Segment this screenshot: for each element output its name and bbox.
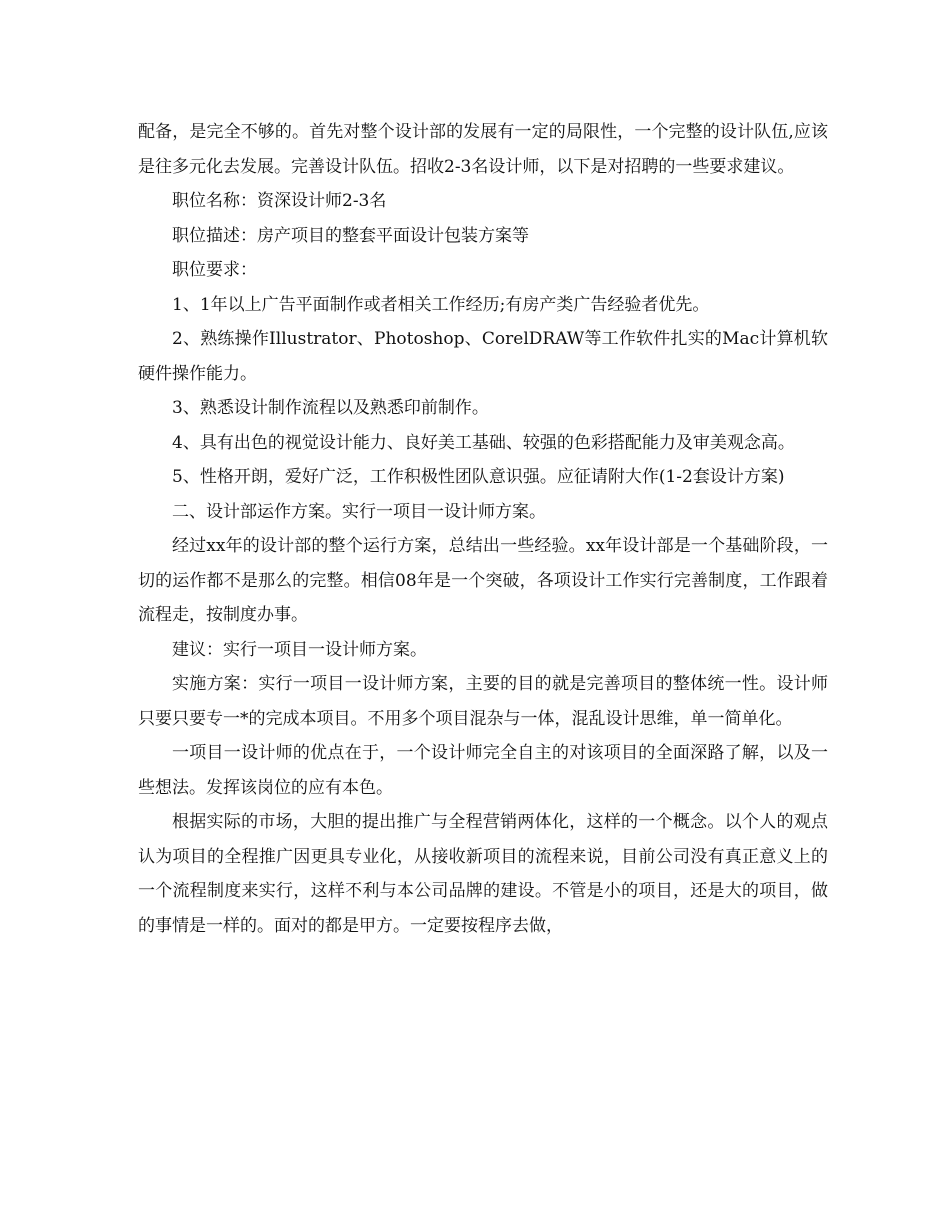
document-body — [138, 115, 828, 943]
paragraph-market: 根据实际的市场，大胆的提出推广与全程营销两体化，这样的一个概念。以个人的观点认为项目的全程推广因更具专业化，从接收新项目的流程来说，目前公司没有真正意义上的一个流程制度来实行，这样不利与本公司品牌的建设。不管是小的项目，还是大的项目，做的事情是一样的。面对的都是甲方。一定要按程序去做， — [138, 812, 828, 936]
requirement-item-1: 1、1年以上广告平面制作或者相关工作经历;有房产类广告经验者优先。 — [172, 294, 710, 315]
paragraph-experience: 经过xx年的设计部的整个运行方案，总结出一些经验。xx年设计部是一个基础阶段，一切的运作都不是那么的完整。相信08年是一个突破，各项设计工作实行完善制度，工作跟着流程走，按制度办事。 — [138, 536, 828, 625]
paragraph-job-title: 职位名称：资深设计师2-3名 — [172, 191, 387, 211]
requirement-item-2: 2、熟练操作Illustrator、Photoshop、CorelDRAW等工作软件扎实的Mac计算机软硬件操作能力。 — [138, 329, 828, 384]
requirement-item-5: 5、性格开朗，爱好广泛，工作积极性团队意识强。应征请附大作(1-2套设计方案) — [172, 467, 785, 487]
paragraph-job-description: 职位描述：房产项目的整套平面设计包装方案等 — [172, 225, 529, 246]
requirement-item-3: 3、熟悉设计制作流程以及熟悉印前制作。 — [172, 398, 489, 418]
paragraph-job-requirements: 职位要求： — [172, 260, 257, 280]
paragraph-implementation: 实施方案：实行一项目一设计师方案，主要的目的就是完善项目的整体统一性。设计师只要只要专一*的完成本项目。不用多个项目混杂与一体，混乱设计思维，单一简单化。 — [138, 674, 828, 729]
paragraph-suggestion: 建议：实行一项目一设计师方案。 — [172, 639, 427, 660]
section-heading-operation-plan: 二、设计部运作方案。实行一项目一设计师方案。 — [172, 501, 546, 522]
paragraph-advantages: 一项目一设计师的优点在于，一个设计师完全自主的对该项目的全面深路了解，以及一些想法。发挥该岗位的应有本色。 — [138, 743, 828, 798]
requirement-item-4: 4、具有出色的视觉设计能力、良好美工基础、较强的色彩搭配能力及审美观念高。 — [172, 432, 795, 453]
paragraph-staffing: 配备，是完全不够的。首先对整个设计部的发展有一定的局限性，一个完整的设计队伍,应该是往多元化去发展。完善设计队伍。招收2-3名设计师，以下是对招聘的一些要求建议。 — [138, 122, 828, 177]
